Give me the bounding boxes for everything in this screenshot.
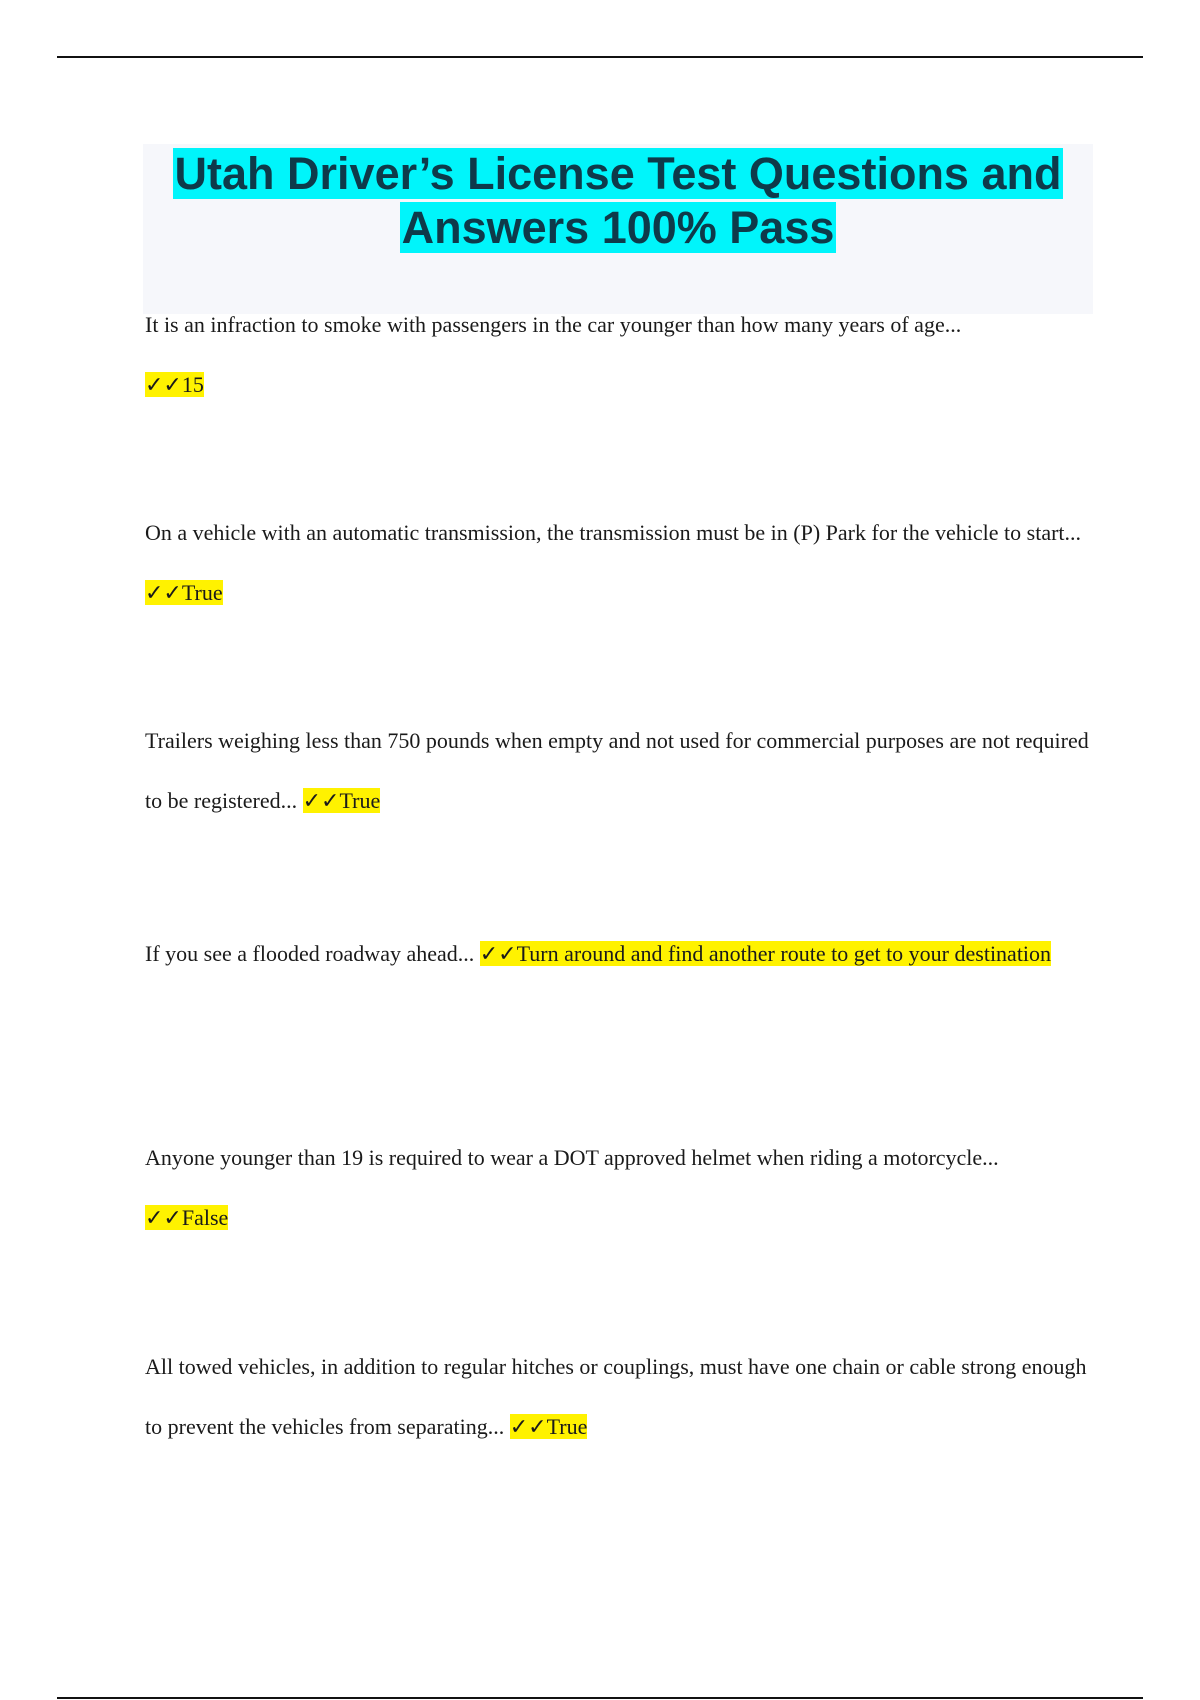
qa-item-4 bbox=[145, 924, 1095, 985]
title-banner bbox=[143, 144, 1093, 314]
answer-highlight bbox=[480, 941, 1051, 966]
document-title: Utah Driver’s License Test Questions and Answers 100% Pass bbox=[174, 148, 1062, 253]
question-text: Anyone younger than 19 is required to wear a DOT approved helmet when riding a motorcycle... bbox=[145, 1145, 999, 1170]
qa-item-6 bbox=[145, 1337, 1095, 1458]
top-rule bbox=[57, 56, 1143, 58]
double-check-icon: ✓✓ bbox=[145, 373, 182, 398]
answer-text: True bbox=[339, 788, 381, 813]
qa-item-1 bbox=[145, 295, 1095, 416]
answer-highlight bbox=[510, 1414, 588, 1439]
question-text: If you see a flooded roadway ahead... bbox=[145, 941, 475, 966]
question-text: Trailers weighing less than 750 pounds when empty and not used for commercial purposes are not required to be registered... bbox=[145, 728, 1089, 813]
double-check-icon: ✓✓ bbox=[302, 789, 340, 814]
double-check-icon: ✓✓ bbox=[479, 942, 517, 967]
qa-item-5 bbox=[145, 1128, 1095, 1249]
answer-text: False bbox=[181, 1205, 229, 1230]
qa-item-2 bbox=[145, 503, 1095, 624]
answer-text: Turn around and find another route to get to your destination bbox=[516, 941, 1052, 966]
double-check-icon: ✓✓ bbox=[509, 1415, 547, 1440]
answer-highlight bbox=[303, 788, 381, 813]
answer-highlight bbox=[145, 372, 204, 397]
answer-text: True bbox=[181, 580, 223, 605]
qa-item-3 bbox=[145, 711, 1095, 832]
answer-text: 15 bbox=[181, 372, 204, 397]
double-check-icon: ✓✓ bbox=[145, 1206, 182, 1231]
question-text: All towed vehicles, in addition to regular hitches or couplings, must have one chain or cable strong enough to prevent the vehicles from separating... bbox=[145, 1354, 1087, 1439]
bottom-rule bbox=[57, 1697, 1143, 1699]
question-text: It is an infraction to smoke with passengers in the car younger than how many years of age... bbox=[145, 312, 962, 337]
answer-highlight bbox=[145, 1205, 228, 1230]
answer-highlight bbox=[145, 580, 223, 605]
double-check-icon: ✓✓ bbox=[145, 581, 182, 606]
answer-text: True bbox=[546, 1414, 588, 1439]
question-text: On a vehicle with an automatic transmission, the transmission must be in (P) Park for the vehicle to start... bbox=[145, 520, 1082, 545]
